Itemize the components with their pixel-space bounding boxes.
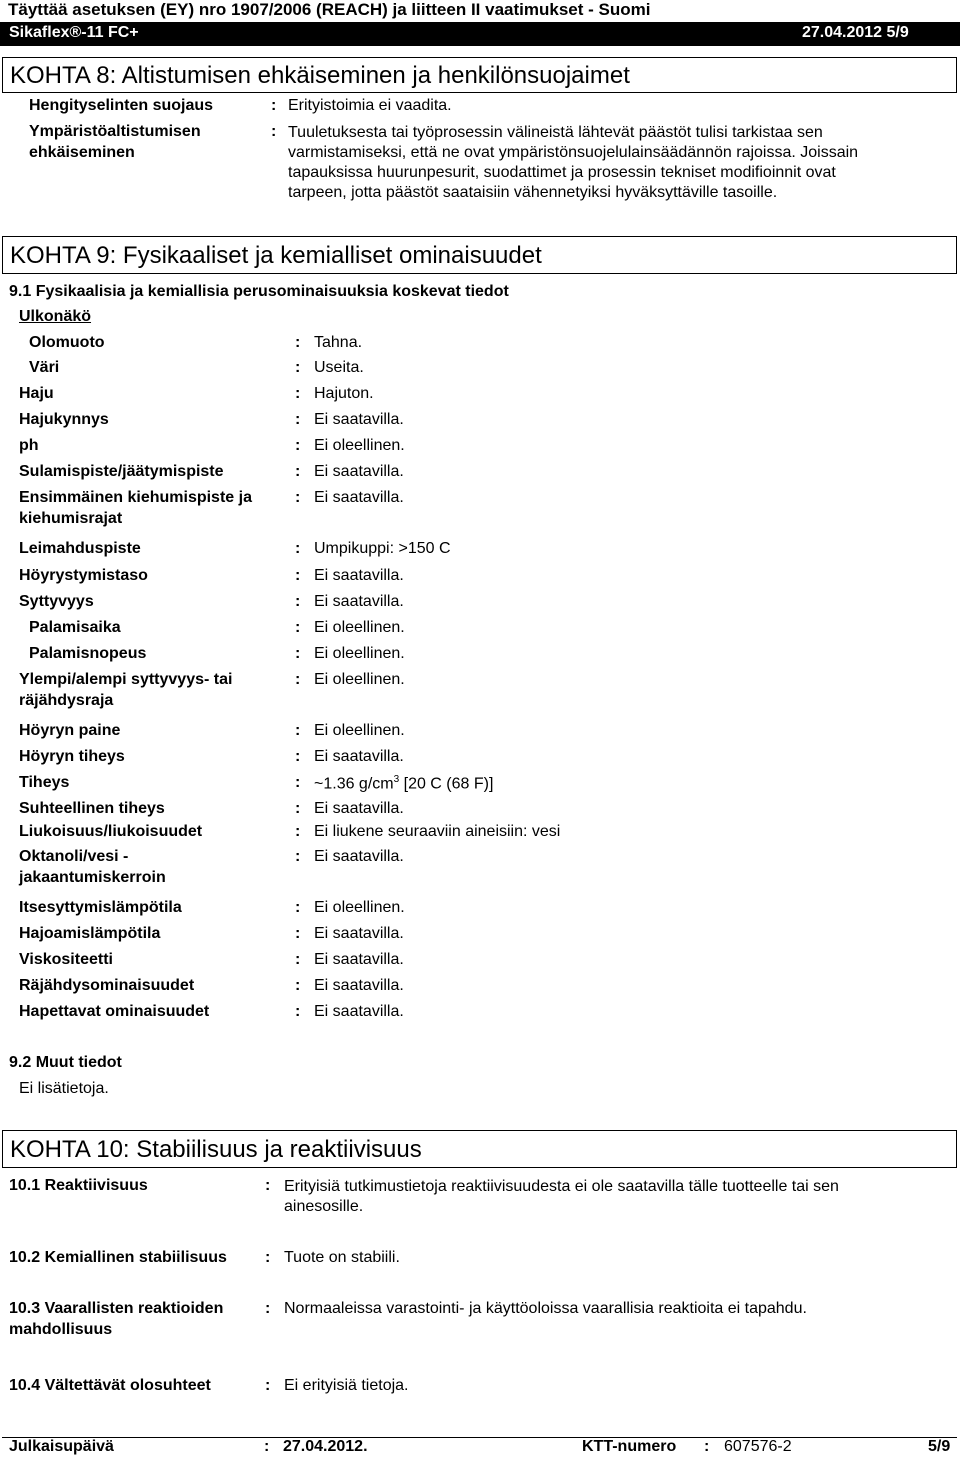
colon: : bbox=[295, 671, 301, 688]
colon: : bbox=[295, 977, 301, 994]
property-value: Ei saatavilla. bbox=[314, 977, 404, 994]
colon: : bbox=[295, 1003, 301, 1020]
section10-title: KOHTA 10: Stabiilisuus ja reaktiivisuus bbox=[10, 1136, 422, 1163]
property-label: Höyryn tiheys bbox=[19, 748, 125, 765]
colon: : bbox=[295, 385, 301, 402]
property-label-line1: Oktanoli/vesi - bbox=[19, 848, 129, 865]
environmental-exposure-label-1: Ympäristöaltistumisen bbox=[29, 123, 201, 140]
colon: : bbox=[295, 925, 301, 942]
footer-issue-label: Julkaisupäivä bbox=[9, 1438, 114, 1455]
property-label: Räjähdysominaisuudet bbox=[19, 977, 195, 994]
environmental-exposure-value: Tuuletuksesta tai työprosessin välineistä lähtevät päästöt tulisi tarkistaa sen varmistamiseksi, että ne ovat ympäristönsuojelulainsäädännön rajoissa. Joissain tapauksissa huurunpesurit, suodattimet ja prosessin tekniset modifioinnit ovat tarpeen, jotta päästöt saataisiin vähennetyiksi hyväksyttäville tasoille. bbox=[288, 124, 859, 201]
property-label: Leimahduspiste bbox=[19, 540, 141, 557]
property-label: Haju bbox=[19, 385, 54, 402]
section9-title: KOHTA 9: Fysikaaliset ja kemialliset ominaisuudet bbox=[10, 242, 542, 269]
property-label: Palamisnopeus bbox=[29, 645, 147, 662]
colon: : bbox=[295, 748, 301, 765]
colon: : bbox=[295, 722, 301, 739]
colon: : bbox=[295, 823, 301, 840]
property-label-line1: Ensimmäinen kiehumispiste ja bbox=[19, 489, 252, 506]
property-label: Väri bbox=[29, 359, 60, 376]
colon: : bbox=[271, 97, 277, 114]
reactivity-label: 10.1 Reaktiivisuus bbox=[9, 1177, 148, 1194]
colon: : bbox=[295, 540, 301, 557]
hazardous-reactions-value: Normaaleissa varastointi- ja käyttöoloissa vaarallisia reaktioita ei tapahdu. bbox=[284, 1300, 807, 1317]
colon: : bbox=[295, 951, 301, 968]
property-value: Ei saatavilla. bbox=[314, 1003, 404, 1020]
property-value: Ei saatavilla. bbox=[314, 567, 404, 584]
property-label: Suhteellinen tiheys bbox=[19, 800, 165, 817]
footer-ktt-number: 607576-2 bbox=[724, 1438, 792, 1455]
property-label: ph bbox=[19, 437, 39, 454]
property-label-line2: kiehumisrajat bbox=[19, 510, 123, 527]
property-label: Olomuoto bbox=[29, 334, 105, 351]
property-label-line2: jakaantumiskerroin bbox=[19, 869, 166, 886]
property-label: Tiheys bbox=[19, 774, 70, 791]
conditions-to-avoid-label: 10.4 Vältettävät olosuhteet bbox=[9, 1377, 211, 1394]
colon: : bbox=[704, 1438, 710, 1455]
colon: : bbox=[295, 489, 301, 506]
footer-issue-date: 27.04.2012. bbox=[283, 1438, 368, 1455]
section10-title-box bbox=[2, 1130, 957, 1168]
property-value: Ei oleellinen. bbox=[314, 619, 405, 636]
colon: : bbox=[295, 848, 301, 865]
footer-rule bbox=[2, 1437, 957, 1438]
property-label: Syttyvyys bbox=[19, 593, 94, 610]
property-value: Ei saatavilla. bbox=[314, 593, 404, 610]
section8-title-box bbox=[2, 57, 957, 93]
property-label: Liukoisuus/liukoisuudet bbox=[19, 823, 203, 840]
chemical-stability-value: Tuote on stabiili. bbox=[284, 1249, 400, 1266]
property-label: Hajukynnys bbox=[19, 411, 109, 428]
property-label-line2: räjähdysraja bbox=[19, 692, 114, 709]
property-value: Ei oleellinen. bbox=[314, 645, 405, 662]
section9-1-heading: 9.1 Fysikaalisia ja kemiallisia perusominaisuuksia koskevat tiedot bbox=[9, 283, 509, 300]
footer-ktt-label: KTT-numero bbox=[582, 1438, 677, 1455]
document-title: Täyttää asetuksen (EY) nro 1907/2006 (REACH) ja liitteen II vaatimukset - Suomi bbox=[8, 0, 651, 19]
hazardous-reactions-label-1: 10.3 Vaarallisten reaktioiden bbox=[9, 1300, 224, 1317]
colon: : bbox=[265, 1300, 271, 1317]
property-value: Ei saatavilla. bbox=[314, 951, 404, 968]
respiratory-protection-label: Hengityselinten suojaus bbox=[29, 97, 214, 114]
property-value: Ei saatavilla. bbox=[314, 848, 404, 865]
colon: : bbox=[295, 645, 301, 662]
property-label: Hajoamislämpötila bbox=[19, 925, 161, 942]
property-label: Viskositeetti bbox=[19, 951, 113, 968]
property-value: Ei saatavilla. bbox=[314, 411, 404, 428]
colon: : bbox=[295, 437, 301, 454]
colon: : bbox=[271, 123, 277, 140]
property-value: Ei saatavilla. bbox=[314, 800, 404, 817]
density-value-temp: [20 C (68 F)] bbox=[399, 775, 494, 793]
colon: : bbox=[295, 463, 301, 480]
property-value: Ei saatavilla. bbox=[314, 463, 404, 480]
reactivity-value: Erityisiä tutkimustietoja reaktiivisuudesta ei ole saatavilla tälle tuotteelle tai sen ainesosille. bbox=[284, 1178, 839, 1215]
property-value: Tahna. bbox=[314, 334, 363, 351]
property-value: Ei oleellinen. bbox=[314, 437, 405, 454]
product-name: Sikaflex®-11 FC+ bbox=[9, 24, 139, 41]
density-exponent: 3 bbox=[393, 774, 400, 785]
property-label: Höyryn paine bbox=[19, 722, 121, 739]
property-value: Ei saatavilla. bbox=[314, 748, 404, 765]
section8-title: KOHTA 8: Altistumisen ehkäiseminen ja henkilönsuojaimet bbox=[10, 62, 630, 89]
property-value: Ei saatavilla. bbox=[314, 489, 404, 506]
property-label-line1: Ylempi/alempi syttyvyys- tai bbox=[19, 671, 233, 688]
colon: : bbox=[295, 619, 301, 636]
colon: : bbox=[265, 1377, 271, 1394]
property-label: Palamisaika bbox=[29, 619, 121, 636]
section9-2-heading: 9.2 Muut tiedot bbox=[9, 1054, 122, 1071]
property-value: Ei oleellinen. bbox=[314, 722, 405, 739]
colon: : bbox=[295, 334, 301, 351]
other-info-text: Ei lisätietoja. bbox=[19, 1080, 109, 1097]
colon: : bbox=[265, 1177, 271, 1194]
colon: : bbox=[295, 899, 301, 916]
property-value: Ei liukene seuraaviin aineisiin: vesi bbox=[314, 823, 561, 840]
colon: : bbox=[295, 800, 301, 817]
colon: : bbox=[295, 774, 301, 791]
property-label: Hapettavat ominaisuudet bbox=[19, 1003, 210, 1020]
conditions-to-avoid-value: Ei erityisiä tietoja. bbox=[284, 1377, 409, 1394]
header-date-page: 27.04.2012 5/9 bbox=[802, 24, 909, 41]
property-value: Ei oleellinen. bbox=[314, 671, 405, 688]
density-value-main: ~1.36 g/cm bbox=[314, 775, 394, 793]
property-value: Umpikuppi: >150 C bbox=[314, 540, 451, 557]
colon: : bbox=[295, 411, 301, 428]
property-label: Höyrystymistaso bbox=[19, 567, 148, 584]
colon: : bbox=[264, 1438, 270, 1455]
colon: : bbox=[295, 593, 301, 610]
hazardous-reactions-label-2: mahdollisuus bbox=[9, 1321, 113, 1338]
chemical-stability-label: 10.2 Kemiallinen stabiilisuus bbox=[9, 1249, 227, 1266]
property-value: Useita. bbox=[314, 359, 364, 376]
colon: : bbox=[295, 567, 301, 584]
property-value: Ei saatavilla. bbox=[314, 925, 404, 942]
environmental-exposure-label-2: ehkäiseminen bbox=[29, 144, 135, 161]
footer-page: 5/9 bbox=[928, 1438, 951, 1455]
density-value bbox=[314, 774, 493, 793]
section9-title-box bbox=[2, 236, 957, 274]
property-value: Hajuton. bbox=[314, 385, 374, 402]
property-label: Sulamispiste/jäätymispiste bbox=[19, 463, 224, 480]
property-label: Itsesyttymislämpötila bbox=[19, 899, 182, 916]
respiratory-protection-value: Erityistoimia ei vaadita. bbox=[288, 97, 452, 114]
colon: : bbox=[295, 359, 301, 376]
colon: : bbox=[265, 1249, 271, 1266]
appearance-heading: Ulkonäkö bbox=[19, 308, 92, 325]
property-value: Ei oleellinen. bbox=[314, 899, 405, 916]
